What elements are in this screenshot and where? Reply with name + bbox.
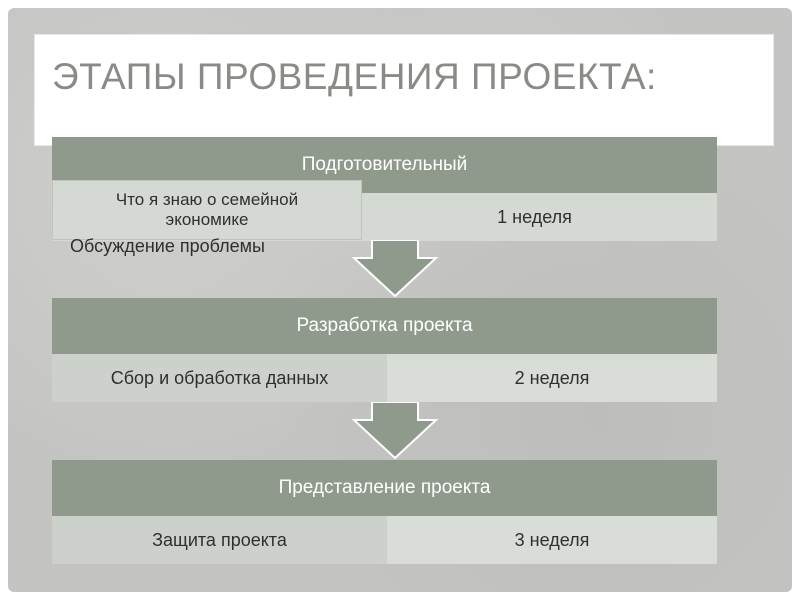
stage-3-row xyxy=(52,516,717,564)
stage-3-task: Защита проекта xyxy=(52,516,387,564)
stage-3-header: Представление проекта xyxy=(52,460,717,516)
stage-1-header: Подготовительный xyxy=(52,137,717,193)
stage-1-duration: 1 неделя xyxy=(497,206,572,227)
stage-1-topic-line-1: Что я знаю о семейной xyxy=(115,190,299,209)
stage-2 xyxy=(52,298,717,402)
stage-2-header: Разработка проекта xyxy=(52,298,717,354)
stage-1-topic-line-2: экономике xyxy=(165,210,249,229)
stage-1-discussion: Обсуждение проблемы xyxy=(70,236,265,256)
stage-3-duration: 3 неделя xyxy=(387,516,717,564)
stage-2-row xyxy=(52,354,717,402)
stage-2-duration: 2 неделя xyxy=(387,354,717,402)
stage-2-task: Сбор и обработка данных xyxy=(52,354,387,402)
arrow-down-icon xyxy=(350,402,440,460)
page-title: ЭТАПЫ ПРОВЕДЕНИЯ ПРОЕКТА: xyxy=(52,56,657,97)
arrow-down-icon xyxy=(350,240,440,298)
stage-1-topic-box xyxy=(52,180,362,240)
stage-3 xyxy=(52,460,717,564)
